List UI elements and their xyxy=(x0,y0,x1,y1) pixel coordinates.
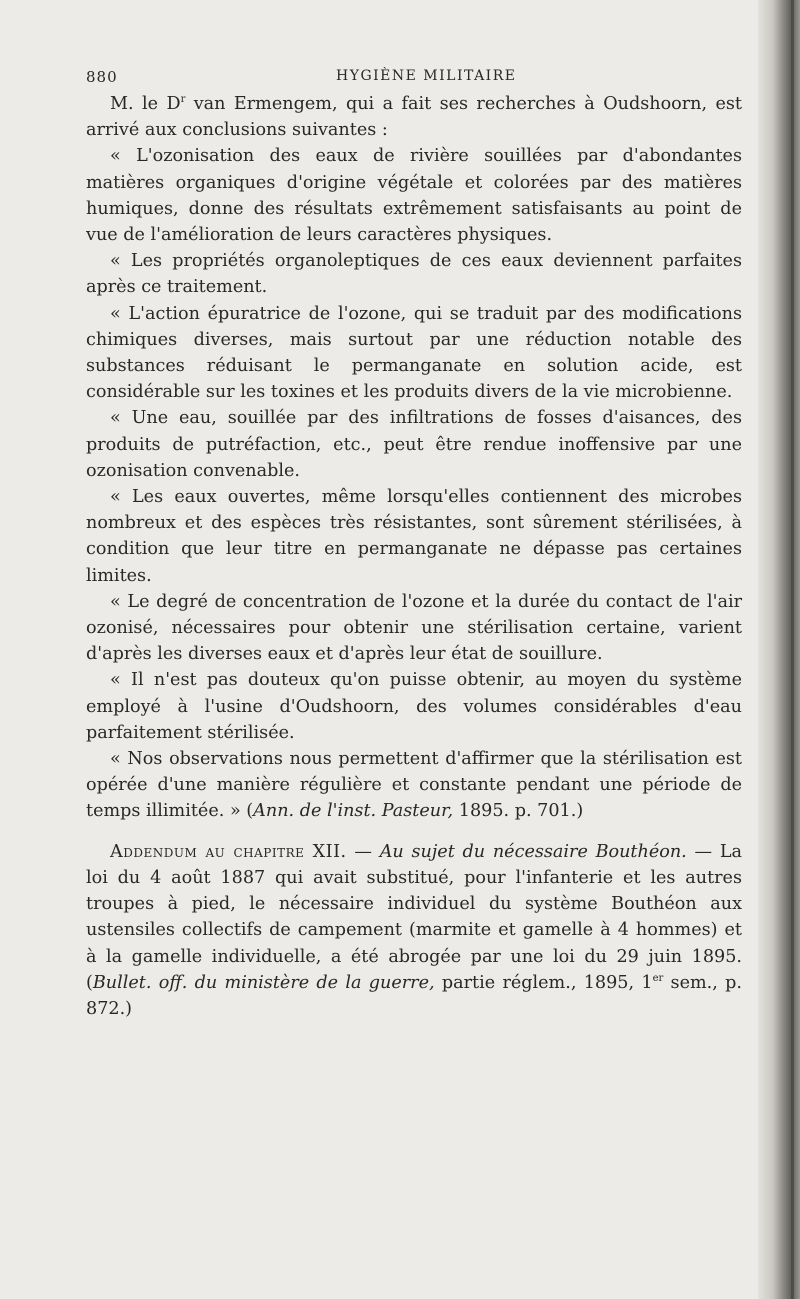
intro-text-start: M. le D xyxy=(110,94,181,114)
intro-text-end: van Ermengem, qui a fait ses recherches à Oudshoorn, est arrivé aux conclusions suivantes : xyxy=(86,94,742,141)
addendum-title: Au sujet du nécessaire Bouthéon. xyxy=(379,841,687,862)
running-head: HYGIÈNE MILITAIRE xyxy=(336,68,517,84)
addendum-separator: — xyxy=(346,841,380,862)
paragraph-quote-5: « Les eaux ouvertes, même lorsqu'elles contiennent des microbes nombreux et des espèces très résistantes, sont sûrement stérilisées, à condition que leur titre en permanganate ne dépasse pas certaines limites. xyxy=(86,487,742,586)
addendum-text: — La loi du 4 août 1887 qui avait substitué, pour l'infanterie et les autres troupes à pied, le nécessaire individuel du système Bouthéon aux ustensiles collectifs de campement (marmite et gamelle à 4 hommes) et à la gamelle individuelle, a été abrogée par une loi du 29 juin 1895. ( xyxy=(86,841,742,993)
doctor-abbrev-sup: r xyxy=(180,94,186,106)
paragraph-quote-7: « Il n'est pas douteux qu'on puisse obtenir, au moyen du système employé à l'usine d'Oudshoorn, des volumes considérables d'eau parfaitement stérilisée. xyxy=(86,670,742,743)
page-number: 880 xyxy=(86,68,118,86)
addendum-citation-title: Bullet. off. du ministère de la guerre, xyxy=(92,972,435,993)
paragraph-quote-3: « L'action épuratrice de l'ozone, qui se traduit par des modifications chimiques diverses, mais surtout par une réduction notable des substances réduisant le permanganate en solution acide, est considérable sur les toxines et les produits divers de la vie microbienne. xyxy=(86,303,742,403)
ordinal-sup: er xyxy=(652,972,664,984)
addendum-heading: Addendum au chapitre XII. xyxy=(110,841,347,862)
paragraph-quote-8 xyxy=(86,746,742,825)
paragraph-intro xyxy=(86,91,742,143)
paragraph-quote-2: « Les propriétés organoleptiques de ces eaux deviennent parfaites après ce traitement. xyxy=(86,251,742,298)
citation-ref: 1895. p. 701.) xyxy=(453,801,584,822)
paragraph-quote-1: « L'ozonisation des eaux de rivière souillées par d'abondantes matières organiques d'origine végétale et colorées par des matières humiques, donne des résultats extrêmement satisfaisants au point de vue de l'amélioration de leurs caractères physiques. xyxy=(86,146,742,246)
quote-8-text: « Nos observations nous permettent d'affirmer que la stérilisation est opérée d'une manière régulière et constante pendant une période de temps illimitée. » ( xyxy=(86,749,742,822)
addendum-paragraph xyxy=(86,839,742,1022)
addendum-citation-end: sem., p. 872.) xyxy=(86,972,742,1019)
addendum-citation-ref: partie réglem., 1895, 1 xyxy=(434,972,653,993)
paragraph-quote-4: « Une eau, souillée par des infiltrations de fosses d'aisances, des produits de putréfaction, etc., peut être rendue inoffensive par une ozonisation convenable. xyxy=(86,408,742,481)
citation-title: Ann. de l'inst. Pasteur, xyxy=(253,801,454,822)
paragraph-quote-6: « Le degré de concentration de l'ozone et la durée du contact de l'air ozonisé, nécessaires pour obtenir une stérilisation certaine, varient d'après les diverses eaux et d'après leur état de souillure. xyxy=(86,591,742,665)
body-text xyxy=(86,91,742,1022)
page-edge-shadow xyxy=(758,0,800,1299)
